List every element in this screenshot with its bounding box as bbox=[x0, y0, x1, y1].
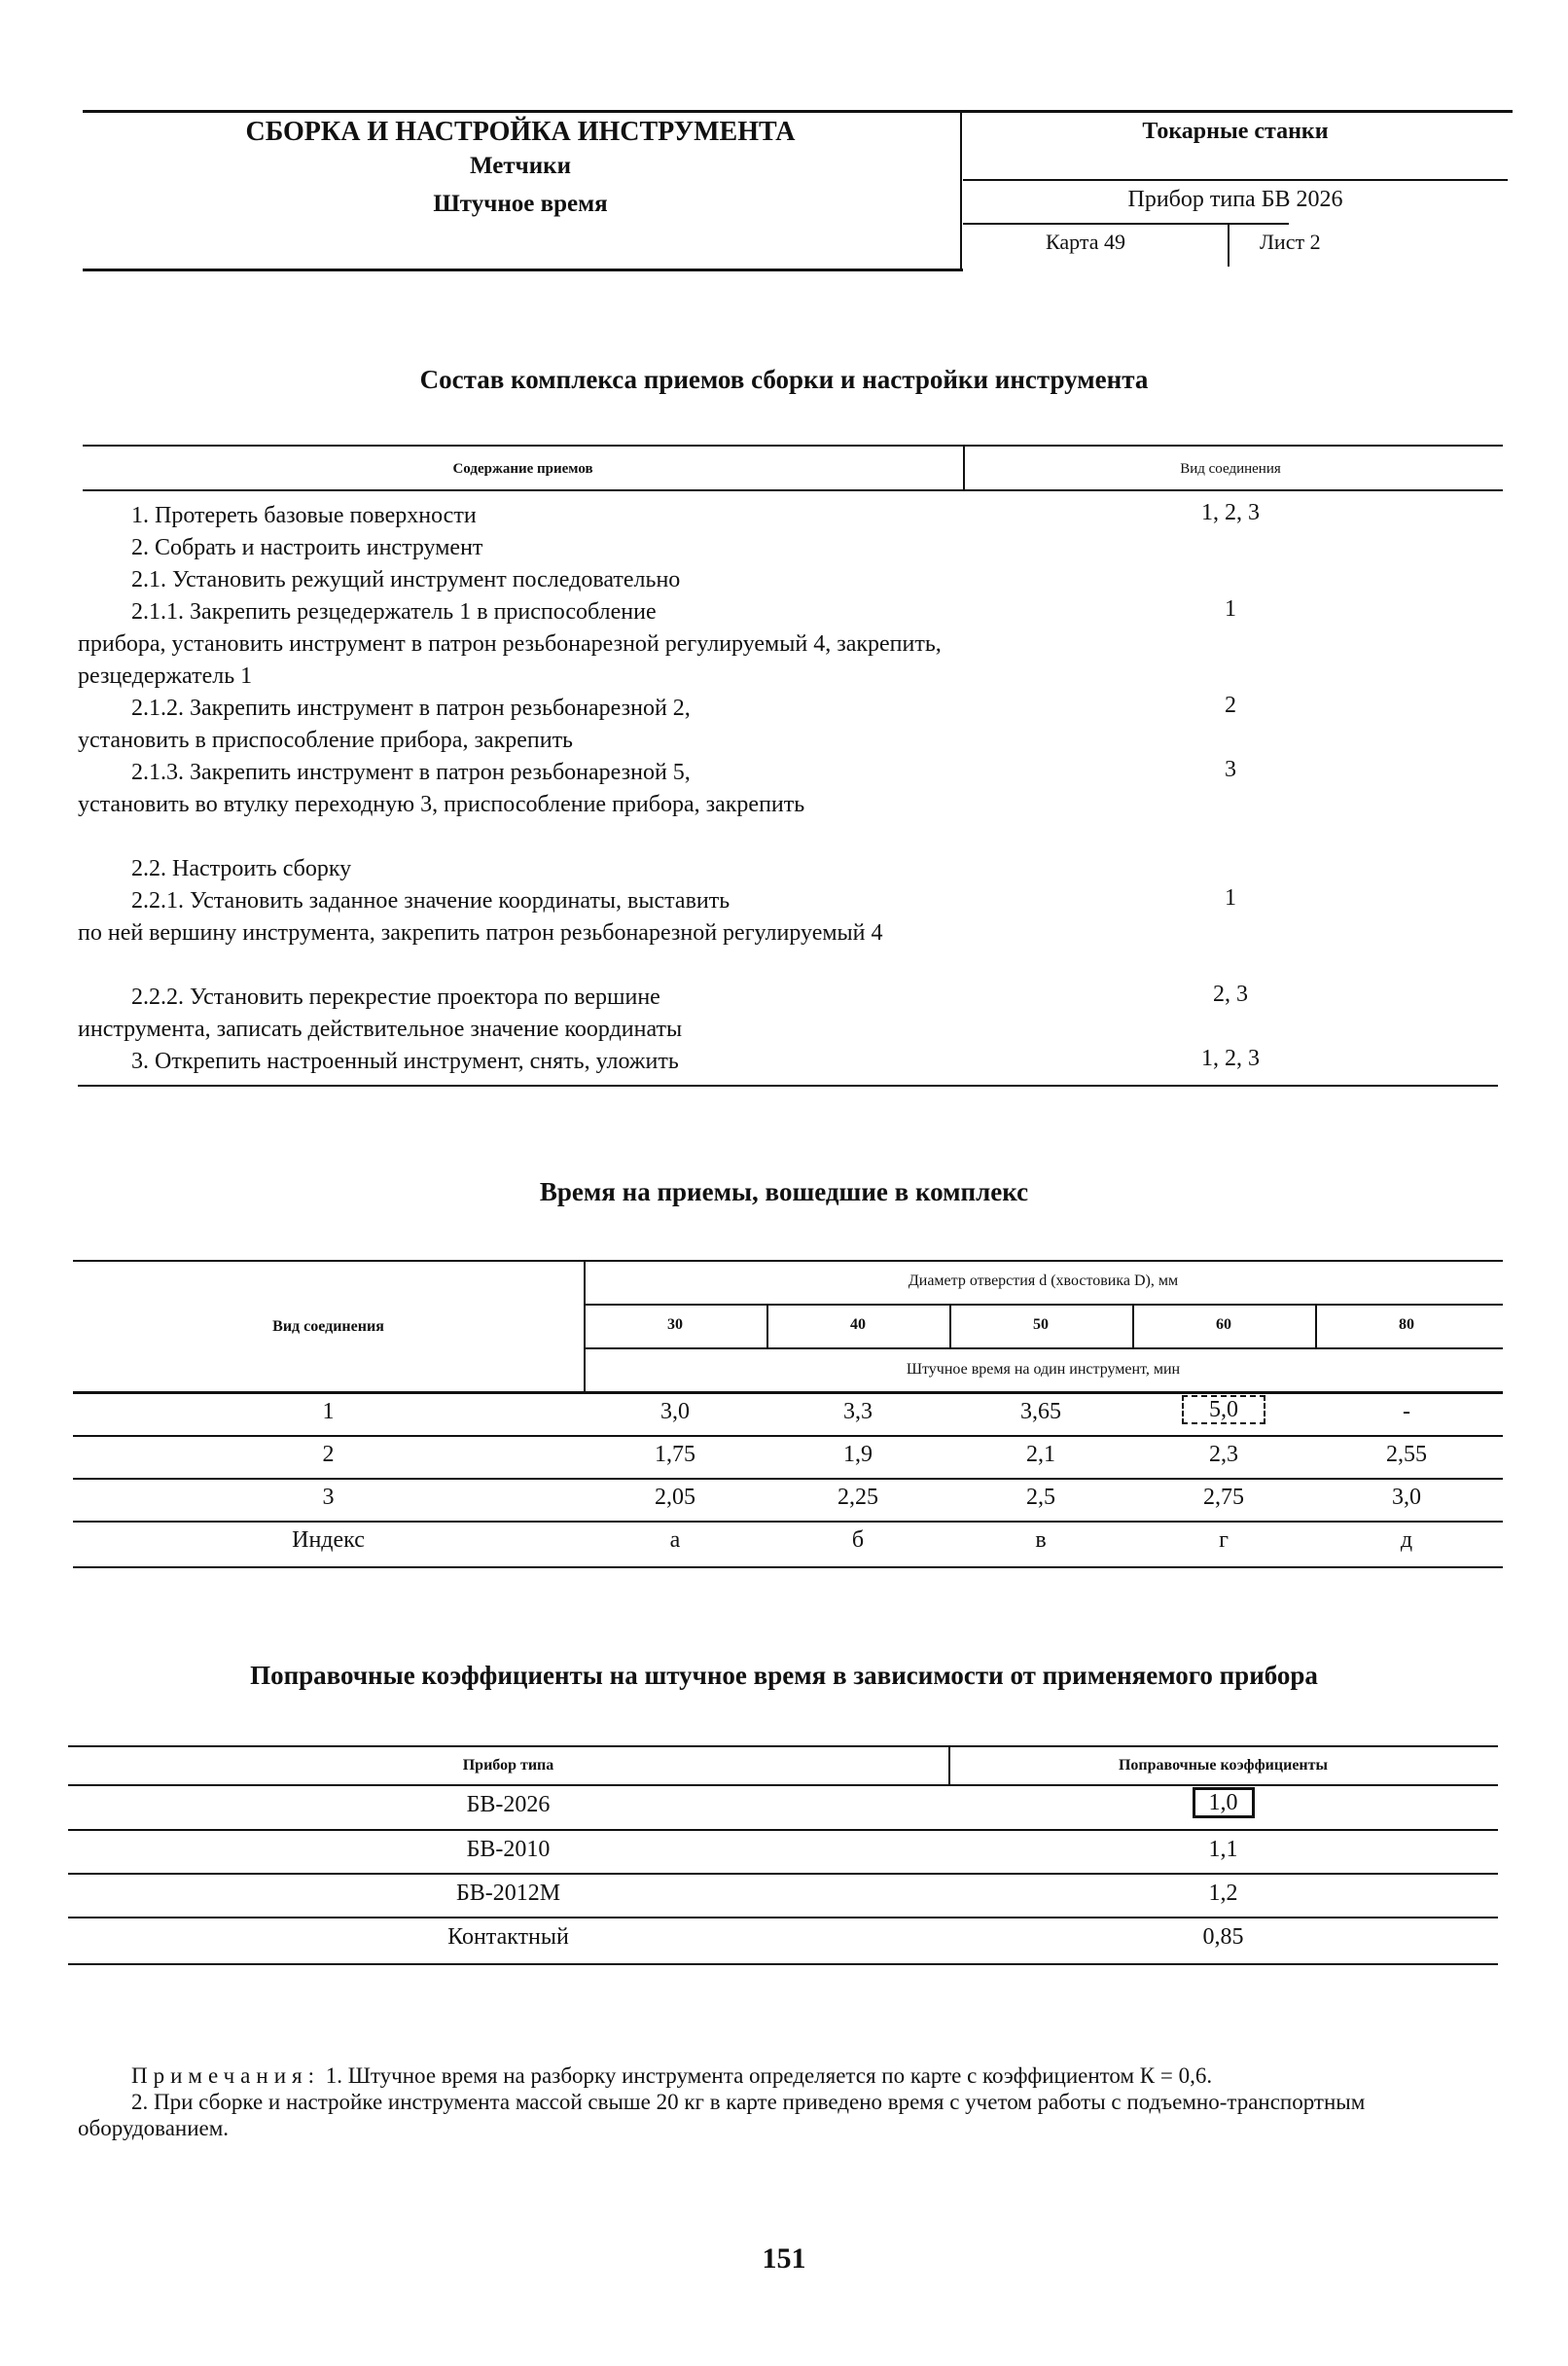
coef-table-top-rule bbox=[68, 1745, 1498, 1747]
coef-col-coef-header: Поправочные коэффициенты bbox=[1118, 1757, 1328, 1774]
time-cell: 2,1 bbox=[1026, 1442, 1055, 1467]
header-card-divider bbox=[1228, 223, 1229, 267]
note-2: 2. При сборке и настройке инструмента массой свыше 20 кг в карте приведено время с учетом работы с подъемно-транспортным оборудованием. bbox=[78, 2090, 1366, 2140]
header-subtitle: Метчики bbox=[470, 153, 571, 179]
time-cell: 2,3 bbox=[1209, 1442, 1238, 1467]
time-row-rule bbox=[73, 1478, 1503, 1480]
coef-table-header-rule bbox=[68, 1784, 1498, 1786]
step-type: 1 bbox=[1225, 596, 1236, 622]
time-index-value: д bbox=[1400, 1527, 1413, 1553]
time-row-rule bbox=[73, 1435, 1503, 1437]
time-col-type-header: Вид соединения bbox=[272, 1318, 384, 1335]
step-type: 1, 2, 3 bbox=[1201, 500, 1260, 525]
step-row bbox=[78, 885, 953, 950]
steps-col-content-header: Содержание приемов bbox=[452, 461, 593, 477]
coef-table-bottom-rule bbox=[68, 1963, 1498, 1965]
time-diam-40: 40 bbox=[850, 1316, 866, 1333]
step-type: 1, 2, 3 bbox=[1201, 1046, 1260, 1071]
steps-section-title: Состав комплекса приемов сборки и настройки инструмента bbox=[419, 365, 1149, 394]
step-text-cont: установить во втулку переходную 3, приспособление прибора, закрепить bbox=[78, 792, 805, 817]
coef-value: 0,85 bbox=[1202, 1924, 1244, 1950]
step-text: 1. Протереть базовые поверхности bbox=[131, 503, 477, 528]
time-index-value: в bbox=[1035, 1527, 1047, 1553]
time-row-type: 1 bbox=[322, 1399, 335, 1424]
time-cell: 2,55 bbox=[1386, 1442, 1427, 1467]
time-diam-30: 30 bbox=[667, 1316, 683, 1333]
step-text-cont: установить в приспособление прибора, закрепить bbox=[78, 728, 574, 753]
time-row-type: 3 bbox=[322, 1485, 335, 1510]
steps-table-header-rule bbox=[83, 489, 1503, 491]
header-title: СБОРКА И НАСТРОЙКА ИНСТРУМЕНТА bbox=[245, 117, 796, 147]
coef-row-rule bbox=[68, 1829, 1498, 1831]
step-type: 2 bbox=[1225, 693, 1236, 718]
step-text-cont: прибора, установить инструмент в патрон резьбонарезной регулируемый 4, закрепить, резцедержатель 1 bbox=[78, 631, 942, 689]
coef-value: 1,2 bbox=[1208, 1881, 1238, 1906]
coef-device: БВ-2010 bbox=[466, 1837, 551, 1862]
steps-col-type-header: Вид соединения bbox=[1180, 461, 1281, 477]
time-cell: 2,75 bbox=[1203, 1485, 1244, 1510]
time-diameter-header: Диаметр отверстия d (хвостовика D), мм bbox=[908, 1273, 1179, 1289]
time-table-bottom-rule bbox=[73, 1566, 1503, 1568]
time-cell-value: 5,0 bbox=[1182, 1395, 1265, 1424]
time-section-title: Время на приемы, вошедшие в комплекс bbox=[539, 1177, 1029, 1206]
note-1 bbox=[78, 2062, 1498, 2089]
time-cell: 2,25 bbox=[837, 1485, 878, 1510]
coef-col-device-header: Прибор типа bbox=[462, 1757, 554, 1774]
step-row bbox=[78, 596, 953, 693]
step-text: 2.2.2. Установить перекрестие проектора по вершине bbox=[131, 985, 660, 1010]
steps-table-top-rule bbox=[83, 445, 1503, 447]
time-cell: 3,0 bbox=[660, 1399, 690, 1424]
time-cell: 1,75 bbox=[655, 1442, 695, 1467]
note-1-text: 1. Штучное время на разборку инструмента определяется по карте с коэффициентом К = 0,6. bbox=[325, 2063, 1213, 2088]
time-cell: 2,05 bbox=[655, 1485, 695, 1510]
step-text: 2.1. Установить режущий инструмент последовательно bbox=[131, 567, 681, 592]
header-machine: Токарные станки bbox=[1142, 119, 1329, 144]
time-table-top-rule bbox=[73, 1260, 1503, 1262]
coef-value: 1,1 bbox=[1208, 1837, 1238, 1862]
step-text: 2.1.3. Закрепить инструмент в патрон резьбонарезной 5, bbox=[131, 760, 691, 785]
step-row bbox=[78, 757, 953, 821]
header-divider bbox=[960, 110, 962, 270]
time-cell: 3,3 bbox=[843, 1399, 873, 1424]
step-row bbox=[78, 564, 953, 596]
step-type: 2, 3 bbox=[1213, 982, 1248, 1007]
step-text-cont: инструмента, записать действительное значение координаты bbox=[78, 1017, 683, 1042]
step-text-cont: по ней вершину инструмента, закрепить патрон резьбонарезной регулируемый 4 bbox=[78, 920, 883, 946]
steps-table-bottom-rule bbox=[78, 1085, 1498, 1087]
time-index-value: г bbox=[1219, 1527, 1229, 1553]
time-index-value: б bbox=[851, 1527, 865, 1553]
header-bottom-rule-left bbox=[83, 269, 963, 271]
notes-label: Примечания: bbox=[131, 2063, 320, 2088]
step-text: 2.2.1. Установить заданное значение координаты, выставить bbox=[131, 888, 731, 914]
step-row bbox=[78, 982, 953, 1046]
header-card: Карта 49 bbox=[1046, 230, 1126, 254]
time-cell: - bbox=[1403, 1399, 1410, 1424]
coef-device: Контактный bbox=[447, 1924, 569, 1950]
header-rule-right-1 bbox=[963, 179, 1508, 181]
step-row bbox=[78, 532, 953, 564]
step-text: 2. Собрать и настроить инструмент bbox=[131, 535, 483, 560]
page-number: 151 bbox=[762, 2242, 806, 2275]
time-table-diam-rule bbox=[584, 1304, 1503, 1306]
time-cell: 3,65 bbox=[1020, 1399, 1061, 1424]
step-type: 3 bbox=[1225, 757, 1236, 782]
time-table-header-rule bbox=[73, 1391, 1503, 1394]
time-row-rule bbox=[73, 1521, 1503, 1523]
time-diam-80: 80 bbox=[1399, 1316, 1414, 1333]
step-text: 2.1.2. Закрепить инструмент в патрон резьбонарезной 2, bbox=[131, 696, 691, 721]
step-row bbox=[78, 1046, 953, 1078]
coef-section-title: Поправочные коэффициенты на штучное время в зависимости от применяемого прибора bbox=[250, 1661, 1318, 1690]
time-cell: 3,0 bbox=[1392, 1485, 1421, 1510]
step-text: 3. Открепить настроенный инструмент, снять, уложить bbox=[131, 1049, 679, 1074]
time-cell: 2,5 bbox=[1026, 1485, 1055, 1510]
step-text: 2.2. Настроить сборку bbox=[131, 856, 352, 881]
time-index-label: Индекс bbox=[292, 1527, 365, 1553]
time-row-type: 2 bbox=[322, 1442, 335, 1467]
time-cell: 1,9 bbox=[843, 1442, 873, 1467]
header-sheet: Лист 2 bbox=[1260, 230, 1321, 254]
coef-device: БВ-2012М bbox=[455, 1881, 561, 1906]
coef-device: БВ-2026 bbox=[466, 1792, 551, 1817]
notes-block bbox=[78, 2062, 1498, 2141]
time-index-value: а bbox=[669, 1527, 681, 1553]
time-table-diamvals-rule bbox=[584, 1347, 1503, 1349]
steps-table-col-divider bbox=[963, 445, 965, 489]
coef-value: 1,0 bbox=[1193, 1787, 1255, 1818]
coef-row-rule bbox=[68, 1917, 1498, 1918]
time-diam-60: 60 bbox=[1216, 1316, 1231, 1333]
time-cell-highlighted bbox=[1132, 1397, 1315, 1423]
step-row bbox=[78, 693, 953, 757]
header-time-type: Штучное время bbox=[433, 191, 608, 217]
header-device: Прибор типа БВ 2026 bbox=[1127, 187, 1343, 212]
time-unit-header: Штучное время на один инструмент, мин bbox=[906, 1361, 1181, 1378]
step-row bbox=[78, 853, 953, 885]
header-top-rule bbox=[83, 110, 1513, 113]
step-type: 1 bbox=[1225, 885, 1236, 911]
time-diam-50: 50 bbox=[1033, 1316, 1049, 1333]
header-rule-right-2 bbox=[963, 223, 1289, 225]
step-text: 2.1.1. Закрепить резцедержатель 1 в приспособление bbox=[131, 599, 657, 625]
step-row bbox=[78, 500, 953, 532]
coef-value-highlighted bbox=[948, 1790, 1498, 1816]
coef-row-rule bbox=[68, 1873, 1498, 1875]
